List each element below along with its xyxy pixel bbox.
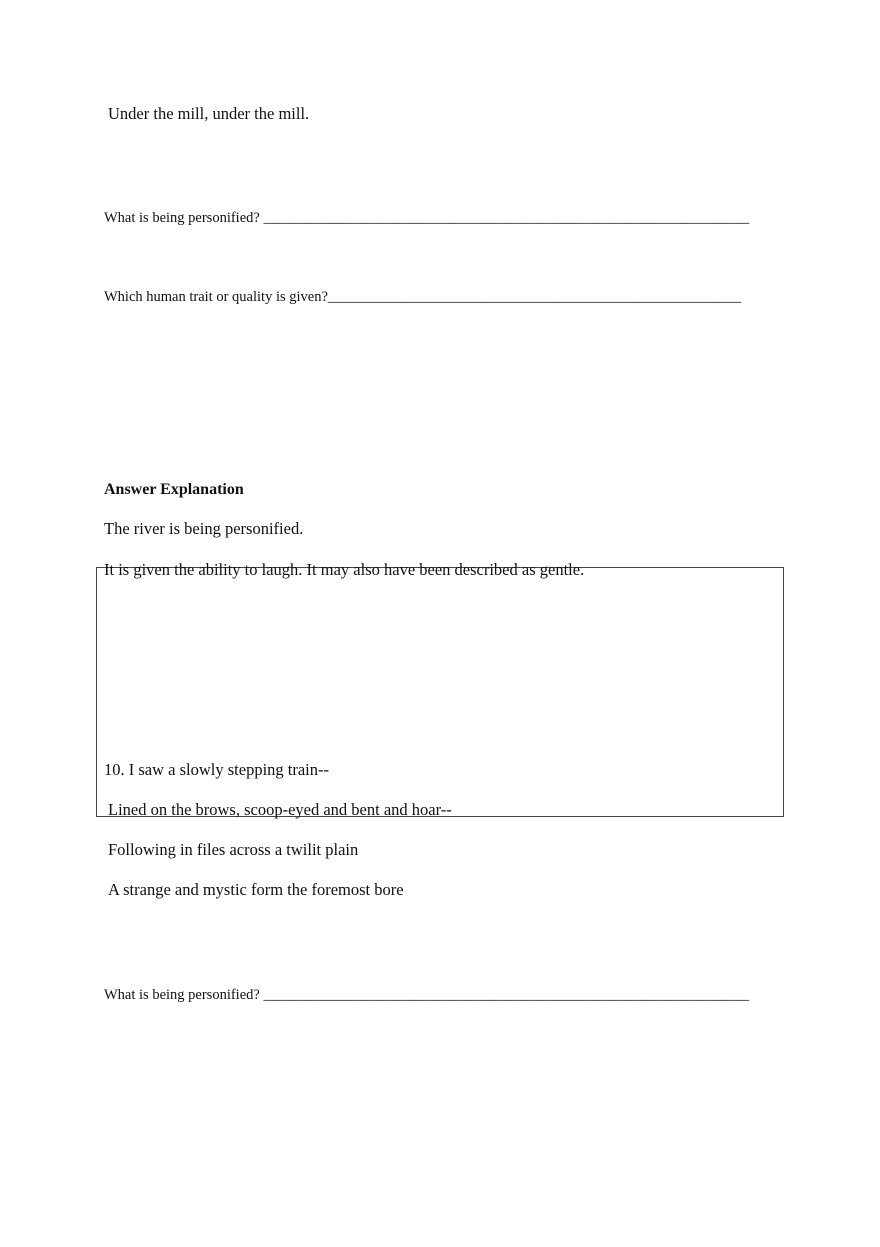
poem-ten-line-3: Following in files across a twilit plain [108,840,359,859]
answer-line-river: The river is being personified. [104,519,304,538]
answer-explanation-heading: Answer Explanation [104,481,244,498]
question-personified: What is being personified? ___________________________________________________________________ [104,210,750,226]
answer-line-laugh: It is given the ability to laugh. It may also have been described as gentle. [104,560,585,579]
question-human-trait: Which human trait or quality is given?_________________________________________________________ [104,289,742,305]
poem-ten-line-2: Lined on the brows, scoop-eyed and bent and hoar-- [108,800,452,819]
poem-ten-line-4: A strange and mystic form the foremost bore [108,880,404,899]
poem-line-mill: Under the mill, under the mill. [108,104,310,123]
poem-ten-line-1: 10. I saw a slowly stepping train-- [104,760,329,779]
content-frame [96,567,784,817]
question-personified-bottom: What is being personified? ___________________________________________________________________ [104,987,750,1003]
